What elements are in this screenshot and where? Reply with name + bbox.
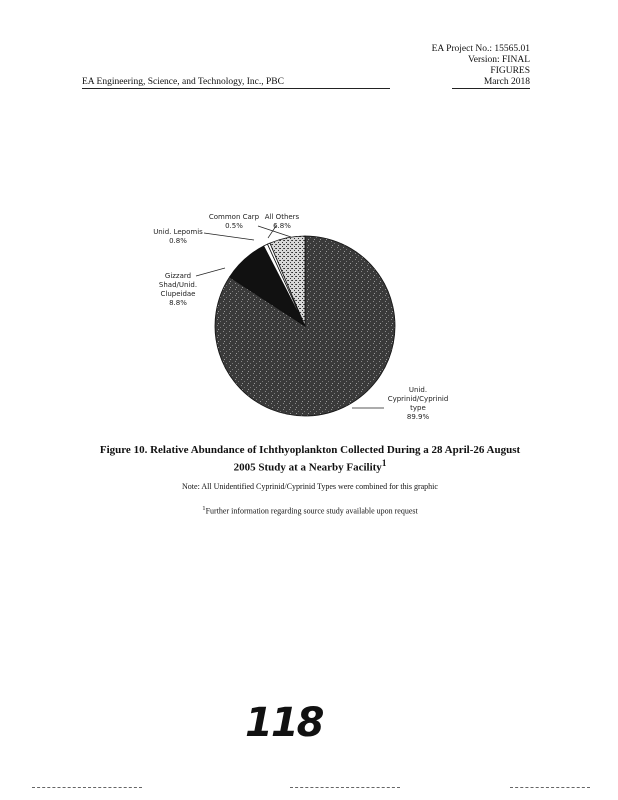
date: March 2018: [483, 77, 530, 87]
slice-name-label-3: Common Carp: [208, 213, 260, 221]
project-number: EA Project No.: 15565.01: [431, 44, 530, 54]
figure-note: Note: All Unidentified Cyprinid/Cyprinid Types were combined for this graphic: [182, 482, 438, 491]
bottom-rule-3: [510, 787, 590, 789]
caption-line-2: 2005 Study at a Nearby Facility: [233, 461, 382, 474]
slice-name-label-1: Shad/Unid.: [158, 281, 198, 289]
caption-superscript: 1: [381, 458, 387, 468]
handwritten-page-number: 118: [245, 700, 323, 746]
slice-name-label-1: Gizzard: [164, 272, 192, 280]
version: Version: FINAL: [467, 55, 530, 65]
bottom-rule-1: [32, 787, 142, 789]
slice-name-label-2: Unid. Lepomis: [153, 228, 203, 236]
section-label: FIGURES: [490, 66, 530, 76]
slice-name-label-4: All Others: [264, 213, 300, 221]
slice-name-label-1: Clupeidae: [160, 290, 196, 298]
slice-name-label-0: Unid.: [408, 386, 428, 394]
footnote-text: Further information regarding source study available upon request: [205, 506, 418, 516]
slice-value-label-1: 8.8%: [169, 299, 187, 307]
footnote-superscript: 1: [202, 505, 206, 512]
figure-caption: [60, 444, 560, 475]
slice-value-label-2: 0.8%: [169, 237, 187, 245]
slice-name-label-0: type: [410, 404, 426, 412]
bottom-rule-2: [290, 787, 400, 789]
slice-name-label-0: Cyprinid/Cyprinid: [387, 395, 449, 403]
leader-line-1: [196, 268, 225, 276]
slice-value-label-4: 6.8%: [273, 222, 291, 230]
header-company: EA Engineering, Science, and Technology, Inc., PBC: [82, 77, 284, 87]
slice-value-label-0: 89.9%: [406, 413, 430, 421]
slice-value-label-3: 0.5%: [225, 222, 243, 230]
caption-line-1: Figure 10. Relative Abundance of Ichthyoplankton Collected During a 28 April-26 August: [99, 444, 521, 456]
leader-line-2: [204, 233, 254, 240]
figure-footnote: [60, 505, 560, 516]
